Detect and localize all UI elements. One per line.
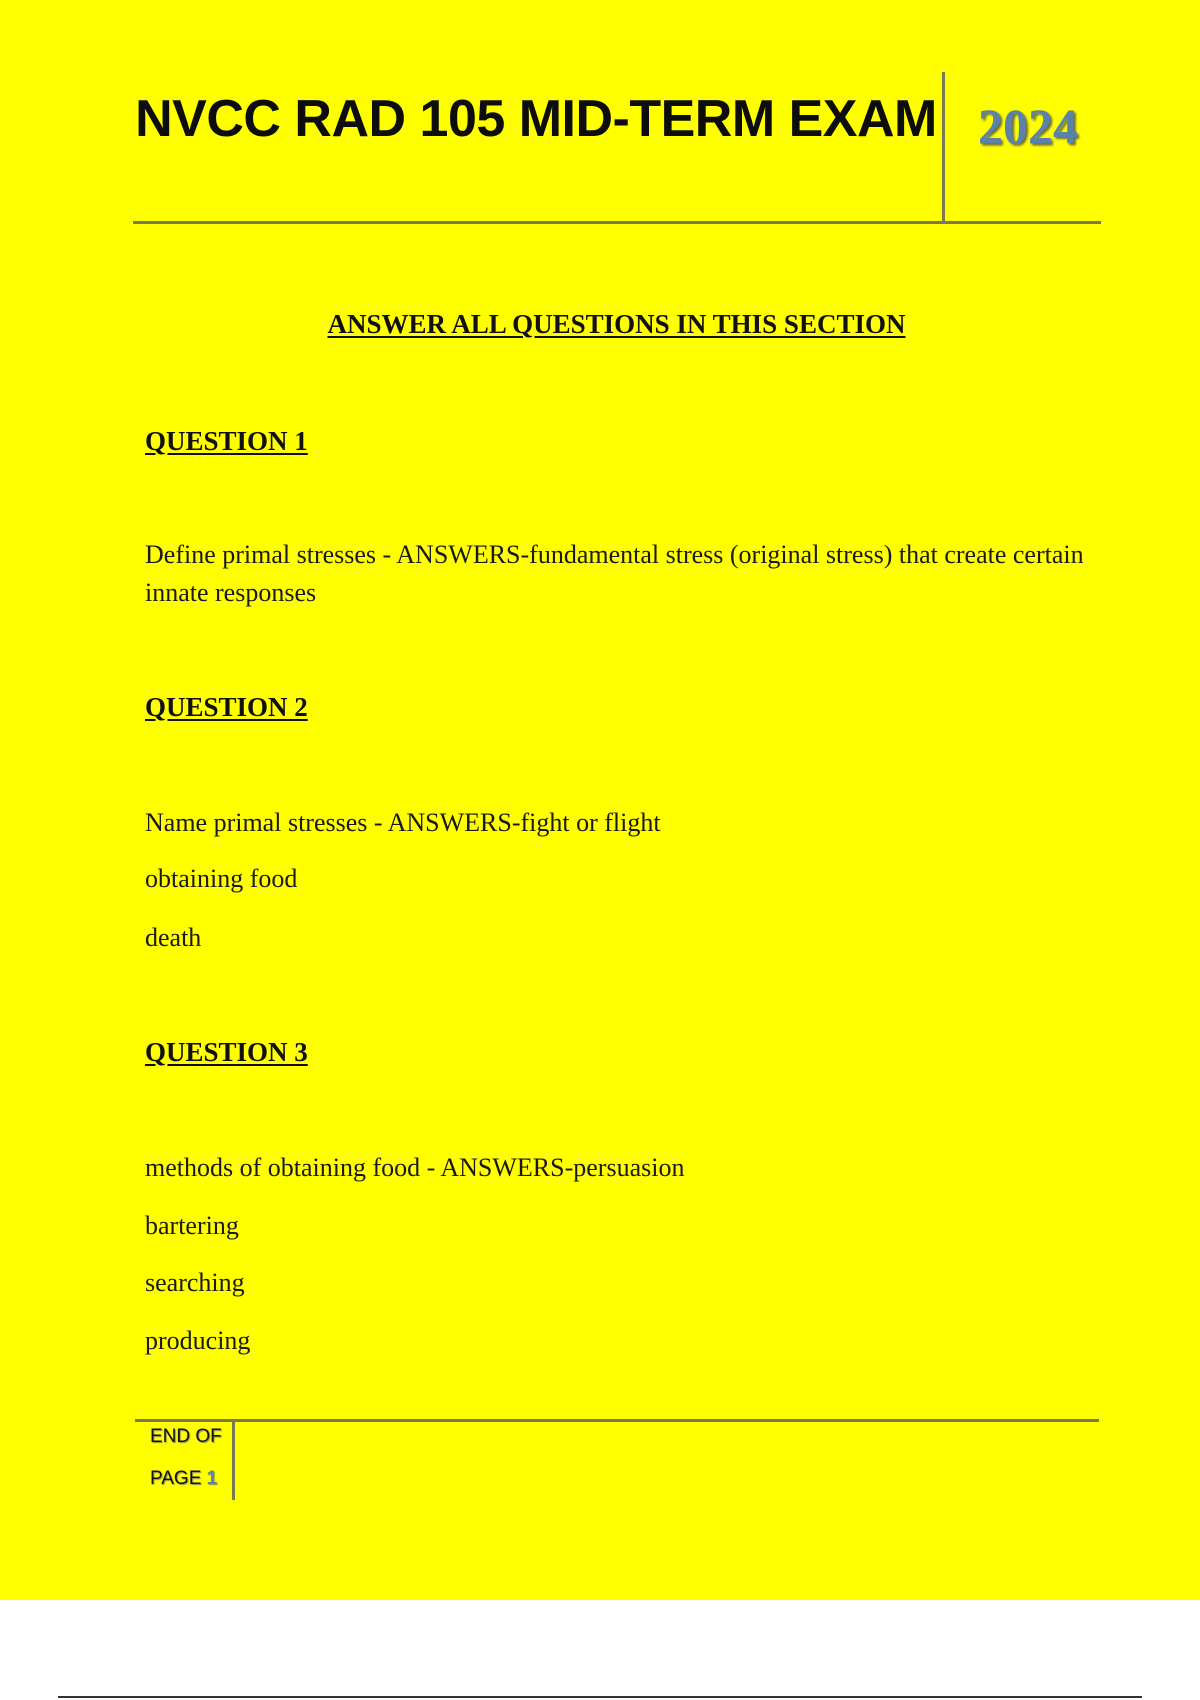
footer-end-of: END OF [150,1426,222,1447]
question-1-title: QUESTION 1 [145,426,308,456]
question-3-answer-line-2: bartering [145,1211,239,1240]
question-3-answer-line-1: methods of obtaining food - ANSWERS-persuasion [145,1153,685,1182]
question-2-answer-line-3: death [145,923,202,952]
question-1-answer: Define primal stresses - ANSWERS-fundamental stress (original stress) that create certain innate responses [145,540,1084,607]
question-3-answer-line-3: searching [145,1268,245,1297]
document-year: 2024 [978,98,1078,154]
question-2-title: QUESTION 2 [145,692,308,722]
header-divider [942,72,945,224]
document-header [133,72,1101,224]
footer-page-number: 1 [206,1468,218,1489]
footer-page-word: PAGE [150,1468,202,1489]
question-3-answer-line-4: producing [145,1326,251,1355]
section-heading: ANSWER ALL QUESTIONS IN THIS SECTION [327,309,906,339]
bottom-rule [58,1696,1142,1698]
question-2-answer-line-2: obtaining food [145,864,298,893]
question-2-answer-line-1: Name primal stresses - ANSWERS-fight or flight [145,808,661,837]
footer-divider [232,1422,235,1500]
question-3-title: QUESTION 3 [145,1037,308,1067]
footer-page-label [150,1467,230,1491]
document-title: NVCC RAD 105 MID-TERM EXAM [135,90,937,148]
footer-rule [135,1419,1099,1422]
